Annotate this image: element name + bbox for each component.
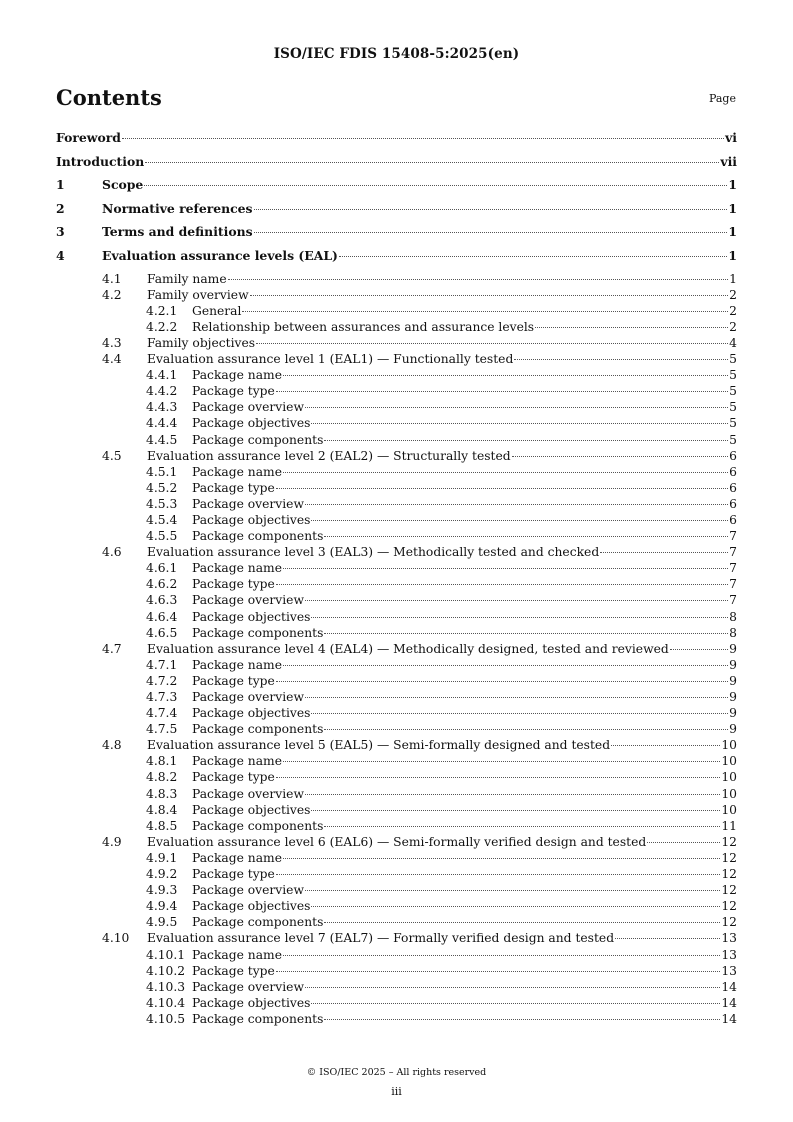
toc-entry-page: 5 <box>729 400 737 415</box>
toc-entry-title: Package objectives <box>192 899 311 914</box>
toc-entry-title: Package type <box>192 963 275 978</box>
toc-entry-title: Package name <box>192 464 282 479</box>
toc-entry-number: 4.2.2 <box>146 319 178 334</box>
dot-leader <box>276 681 728 682</box>
toc-entry-title: Package overview <box>192 979 304 994</box>
toc-entry-page: 10 <box>721 786 737 801</box>
toc-entry-title: Evaluation assurance level 3 (EAL3) — Methodically tested and checked <box>147 545 600 560</box>
toc-entry-title: Package type <box>192 770 275 785</box>
toc-entry-number: 4.10.1 <box>146 947 186 962</box>
dot-leader <box>283 472 728 473</box>
page-column-label: Page <box>708 92 736 105</box>
toc-entry[interactable] <box>56 561 737 577</box>
toc-entry-number: 4.5.5 <box>146 529 178 544</box>
dot-leader <box>324 440 728 441</box>
toc-entry[interactable] <box>56 352 737 368</box>
dot-leader <box>647 842 720 843</box>
toc-entry-title: Introduction <box>56 153 145 169</box>
dot-leader <box>283 761 720 762</box>
toc-entry-number: 4.8.5 <box>146 818 178 833</box>
toc-entry[interactable] <box>56 497 737 513</box>
toc-entry-page: 6 <box>729 480 737 495</box>
toc-entry-page: 5 <box>729 384 737 399</box>
toc-entry-title: Family name <box>147 271 227 286</box>
toc-entry-page: 7 <box>729 561 737 576</box>
dot-leader <box>276 777 721 778</box>
toc-entry-number: 4.6.4 <box>146 609 178 624</box>
toc-entry-page: 9 <box>729 657 737 672</box>
toc-entry-page: 9 <box>729 641 737 656</box>
toc-entry-title: Package components <box>192 432 324 447</box>
toc-entry-title: Package type <box>192 673 275 688</box>
toc-entry-page: 8 <box>729 609 737 624</box>
toc-entry[interactable] <box>56 248 737 272</box>
toc-entry-number: 4.6.3 <box>146 593 178 608</box>
toc-entry-page: 1 <box>728 224 737 240</box>
toc-entry-number: 4.5.1 <box>146 464 178 479</box>
toc-entry[interactable] <box>56 513 737 529</box>
toc-entry-number: 4.3 <box>102 335 122 350</box>
dot-leader <box>276 584 728 585</box>
toc-entry-page: 7 <box>729 577 737 592</box>
toc-entry[interactable] <box>56 803 737 819</box>
dot-leader <box>276 488 728 489</box>
toc-entry-page: 11 <box>721 818 737 833</box>
toc-entry-number: 4.9.4 <box>146 899 178 914</box>
toc-entry-number: 4.4.5 <box>146 432 178 447</box>
toc-entry-page: 9 <box>729 690 737 704</box>
dot-leader <box>324 826 720 827</box>
toc-entry-page: 5 <box>729 368 737 383</box>
toc-entry[interactable] <box>56 931 737 947</box>
toc-entry-title: Evaluation assurance level 6 (EAL6) — Semi-formally verified design and tested <box>147 834 647 849</box>
toc-entry-number: 3 <box>56 224 65 240</box>
toc-entry-page: 10 <box>721 754 737 769</box>
toc-entry[interactable] <box>56 465 737 481</box>
toc-entry-number: 1 <box>56 177 65 193</box>
dot-leader <box>283 858 720 859</box>
toc-entry-title: Package type <box>192 384 275 399</box>
toc-entry-title: Family overview <box>147 287 249 302</box>
toc-entry-title: Package components <box>192 529 324 544</box>
toc-entry-title: Package components <box>192 1011 324 1026</box>
dot-leader <box>535 327 728 328</box>
toc-entry-title: Evaluation assurance level 5 (EAL5) — Semi-formally designed and tested <box>147 738 611 753</box>
toc-entry-title: Package name <box>192 850 282 865</box>
toc-entry-title: Scope <box>102 177 144 193</box>
dot-leader <box>615 938 720 939</box>
toc-entry-page: 2 <box>729 319 737 334</box>
dot-leader <box>324 633 728 634</box>
document-id-header: ISO/IEC FDIS 15408-5:2025(en) <box>273 46 520 62</box>
toc-entry[interactable] <box>56 964 737 980</box>
dot-leader <box>228 279 729 280</box>
toc-entry-page: 14 <box>721 979 737 994</box>
toc-entry[interactable] <box>56 915 737 931</box>
toc-entry-number: 4.10.4 <box>146 995 186 1010</box>
toc-entry-number: 4.7.5 <box>146 722 178 737</box>
dot-leader <box>512 456 729 457</box>
toc-entry-number: 4.1 <box>102 271 122 286</box>
dot-leader <box>283 375 728 376</box>
toc-entry[interactable] <box>56 819 737 835</box>
toc-entry-number: 4.9.3 <box>146 883 178 898</box>
toc-entry-page: 1 <box>728 247 737 263</box>
toc-entry-number: 4.8.4 <box>146 802 178 817</box>
toc-entry-title: Package name <box>192 947 282 962</box>
toc-entry-number: 4 <box>56 247 65 263</box>
dot-leader <box>256 343 728 344</box>
toc-entry[interactable] <box>56 577 737 593</box>
toc-entry-number: 4.4.1 <box>146 368 178 383</box>
toc-entry-title: Package objectives <box>192 802 311 817</box>
toc-entry-page: 9 <box>729 673 737 688</box>
toc-entry[interactable] <box>56 610 737 626</box>
dot-leader <box>305 600 728 601</box>
dot-leader <box>311 713 728 714</box>
toc-entry-title: Package name <box>192 657 282 672</box>
toc-entry-title: Evaluation assurance level 4 (EAL4) — Methodically designed, tested and reviewed <box>147 641 669 656</box>
toc-entry-number: 4.7.1 <box>146 657 178 672</box>
toc-entry[interactable] <box>56 384 737 400</box>
toc-entry-title: Evaluation assurance level 1 (EAL1) — Functionally tested <box>147 352 514 367</box>
toc-entry-title: Package overview <box>192 496 304 511</box>
toc-entry[interactable] <box>56 201 737 225</box>
toc-entry-page: 6 <box>729 464 737 479</box>
dot-leader <box>311 617 728 618</box>
toc-entry-page: 6 <box>729 448 737 463</box>
toc-entry-number: 4.7 <box>102 641 122 656</box>
toc-entry[interactable] <box>56 224 737 248</box>
toc-entry-title: Evaluation assurance level 2 (EAL2) — Structurally tested <box>147 448 511 463</box>
toc-entry-title: Package components <box>192 915 324 930</box>
toc-entry[interactable] <box>56 867 737 883</box>
toc-entry-number: 4.9.2 <box>146 867 178 882</box>
toc-entry-number: 4.6.5 <box>146 625 178 640</box>
toc-entry-number: 4.9.1 <box>146 850 178 865</box>
toc-entry[interactable] <box>56 674 737 690</box>
toc-entry-number: 4.7.3 <box>146 690 178 704</box>
toc-entry-number: 4.6.2 <box>146 577 178 592</box>
toc-entry-number: 4.4.2 <box>146 384 178 399</box>
dot-leader <box>122 138 724 139</box>
toc-entry-page: 5 <box>729 352 737 367</box>
dot-leader <box>305 504 728 505</box>
toc-entry-title: Package objectives <box>192 995 311 1010</box>
dot-leader <box>254 209 728 210</box>
toc-entry[interactable] <box>56 835 737 851</box>
toc-entry-page: 5 <box>729 416 737 431</box>
dot-leader <box>145 162 719 163</box>
toc-entry-title: Package type <box>192 577 275 592</box>
toc-entry-page: 5 <box>729 432 737 447</box>
toc-entry-page: 10 <box>721 738 737 753</box>
toc-entry-title: Package objectives <box>192 416 311 431</box>
toc-entry-page: 12 <box>721 867 737 882</box>
toc-entry-title: Package type <box>192 480 275 495</box>
dot-leader <box>276 391 728 392</box>
dot-leader <box>311 520 728 521</box>
toc-entry-page: 1 <box>729 271 737 286</box>
toc-entry-title: Terms and definitions <box>102 224 253 240</box>
toc-entry-number: 2 <box>56 200 65 216</box>
toc-entry-title: Package components <box>192 722 324 737</box>
copyright-notice: © ISO/IEC 2025 – All rights reserved <box>306 1067 487 1078</box>
toc-entry-page: 14 <box>721 995 737 1010</box>
toc-entry[interactable] <box>56 658 737 674</box>
dot-leader <box>339 256 727 257</box>
dot-leader <box>324 922 720 923</box>
toc-entry-title: Package name <box>192 754 282 769</box>
toc-entry-number: 4.4 <box>102 352 122 367</box>
toc-entry-page: 14 <box>721 1011 737 1026</box>
toc-entry[interactable] <box>56 304 737 320</box>
toc-entry-number: 4.5.3 <box>146 496 178 511</box>
dot-leader <box>242 311 728 312</box>
toc-entry-page: 12 <box>721 899 737 914</box>
toc-entry[interactable] <box>56 177 737 201</box>
dot-leader <box>305 697 728 698</box>
toc-entry-page: 1 <box>728 177 737 193</box>
toc-entry-number: 4.10.3 <box>146 979 186 994</box>
toc-entry-number: 4.9 <box>102 834 122 849</box>
toc-entry-title: Package components <box>192 818 324 833</box>
toc-entry-page: vii <box>720 153 737 169</box>
toc-entry[interactable] <box>56 288 737 304</box>
dot-leader <box>305 987 720 988</box>
dot-leader <box>254 232 728 233</box>
dot-leader <box>305 794 720 795</box>
toc-entry-title: Relationship between assurances and assurance levels <box>192 319 535 334</box>
toc-entry-page: 9 <box>729 706 737 721</box>
dot-leader <box>324 536 728 537</box>
toc-entry[interactable] <box>56 320 737 336</box>
toc-entry-page: 7 <box>729 529 737 544</box>
dot-leader <box>324 729 728 730</box>
toc-entry[interactable] <box>56 593 737 609</box>
dot-leader <box>276 971 721 972</box>
toc-entry-number: 4.8.2 <box>146 770 178 785</box>
toc-entry-number: 4.4.4 <box>146 416 178 431</box>
toc-entry-page: 7 <box>729 545 737 560</box>
dot-leader <box>600 552 728 553</box>
toc-entry[interactable] <box>56 272 737 288</box>
toc-entry-title: General <box>192 303 242 318</box>
toc-entry[interactable] <box>56 996 737 1012</box>
toc-entry-number: 4.8.3 <box>146 786 178 801</box>
toc-entry-page: 4 <box>729 335 737 350</box>
toc-entry[interactable] <box>56 336 737 352</box>
dot-leader <box>305 407 728 408</box>
toc-entry-title: Package overview <box>192 400 304 415</box>
toc-entry-number: 4.5 <box>102 448 122 463</box>
toc-entry[interactable] <box>56 706 737 722</box>
toc-entry[interactable] <box>56 154 737 178</box>
toc-entry-page: 7 <box>729 593 737 608</box>
toc-entry-title: Evaluation assurance levels (EAL) <box>102 247 338 263</box>
toc-entry-number: 4.5.2 <box>146 480 178 495</box>
toc-entry-page: 12 <box>721 850 737 865</box>
dot-leader <box>276 874 721 875</box>
toc-entry[interactable] <box>56 449 737 465</box>
toc-entry[interactable] <box>56 130 737 154</box>
dot-leader <box>670 649 728 650</box>
toc-entry-page: 12 <box>721 883 737 898</box>
toc-entry-title: Package type <box>192 867 275 882</box>
toc-entry-page: 8 <box>729 625 737 640</box>
toc-entry-number: 4.9.5 <box>146 915 178 930</box>
toc-entry[interactable] <box>56 416 737 432</box>
dot-leader <box>250 295 729 296</box>
dot-leader <box>283 568 728 569</box>
toc-entry[interactable] <box>56 545 737 561</box>
toc-entry[interactable] <box>56 368 737 384</box>
toc-entry-title: Normative references <box>102 200 253 216</box>
toc-entry-page: 2 <box>729 287 737 302</box>
toc-entry-page: 13 <box>721 963 737 978</box>
toc-entry[interactable] <box>56 787 737 803</box>
table-of-contents <box>56 130 737 1028</box>
toc-entry[interactable] <box>56 529 737 545</box>
toc-entry-number: 4.4.3 <box>146 400 178 415</box>
dot-leader <box>514 359 728 360</box>
toc-entry-title: Package name <box>192 368 282 383</box>
toc-entry[interactable] <box>56 722 737 738</box>
toc-entry[interactable] <box>56 948 737 964</box>
dot-leader <box>311 810 720 811</box>
toc-entry-page: 12 <box>721 915 737 930</box>
toc-entry-title: Package name <box>192 561 282 576</box>
toc-entry-title: Family objectives <box>147 335 256 350</box>
toc-entry[interactable] <box>56 481 737 497</box>
dot-leader <box>305 890 720 891</box>
toc-entry[interactable] <box>56 400 737 416</box>
toc-entry-number: 4.6 <box>102 545 122 560</box>
dot-leader <box>611 745 720 746</box>
toc-entry-title: Package overview <box>192 593 304 608</box>
toc-entry-title: Foreword <box>56 130 121 145</box>
dot-leader <box>283 665 728 666</box>
page-number: iii <box>391 1085 402 1098</box>
toc-entry-title: Package overview <box>192 883 304 898</box>
toc-entry[interactable] <box>56 851 737 867</box>
toc-entry-page: 6 <box>729 496 737 511</box>
dot-leader <box>283 955 720 956</box>
toc-entry[interactable] <box>56 738 737 754</box>
toc-entry-page: 10 <box>721 770 737 785</box>
toc-entry-number: 4.7.2 <box>146 673 178 688</box>
toc-entry-page: vi <box>725 130 737 145</box>
toc-entry-number: 4.6.1 <box>146 561 178 576</box>
toc-entry-title: Evaluation assurance level 7 (EAL7) — Formally verified design and tested <box>147 931 615 946</box>
contents-title: Contents <box>56 85 162 110</box>
toc-entry-number: 4.10.2 <box>146 963 186 978</box>
toc-entry-number: 4.8.1 <box>146 754 178 769</box>
toc-entry-title: Package objectives <box>192 706 311 721</box>
toc-entry-number: 4.10 <box>102 931 130 946</box>
toc-entry-number: 4.7.4 <box>146 706 178 721</box>
toc-entry[interactable] <box>56 980 737 996</box>
dot-leader <box>311 1003 720 1004</box>
toc-entry-page: 6 <box>729 512 737 527</box>
toc-entry-page: 10 <box>721 802 737 817</box>
toc-entry[interactable] <box>56 1012 737 1028</box>
toc-entry-title: Package objectives <box>192 609 311 624</box>
toc-entry[interactable] <box>56 690 737 706</box>
toc-entry-page: 9 <box>729 722 737 737</box>
toc-entry[interactable] <box>56 899 737 915</box>
toc-entry-page: 12 <box>721 834 737 849</box>
toc-entry[interactable] <box>56 642 737 658</box>
toc-entry[interactable] <box>56 770 737 786</box>
toc-entry-title: Package overview <box>192 690 304 704</box>
toc-entry-number: 4.10.5 <box>146 1011 186 1026</box>
toc-entry[interactable] <box>56 433 737 449</box>
toc-entry-page: 13 <box>721 931 737 946</box>
toc-entry-number: 4.2 <box>102 287 122 302</box>
toc-entry[interactable] <box>56 754 737 770</box>
toc-entry[interactable] <box>56 883 737 899</box>
dot-leader <box>324 1019 720 1020</box>
toc-entry-page: 2 <box>729 303 737 318</box>
toc-entry-title: Package components <box>192 625 324 640</box>
toc-entry[interactable] <box>56 626 737 642</box>
toc-entry-page: 13 <box>721 947 737 962</box>
dot-leader <box>311 906 720 907</box>
toc-entry-number: 4.5.4 <box>146 512 178 527</box>
dot-leader <box>144 185 727 186</box>
toc-entry-number: 4.2.1 <box>146 303 178 318</box>
toc-entry-page: 1 <box>728 200 737 216</box>
toc-entry-title: Package objectives <box>192 512 311 527</box>
toc-entry-number: 4.8 <box>102 738 122 753</box>
dot-leader <box>311 423 728 424</box>
toc-entry-title: Package overview <box>192 786 304 801</box>
